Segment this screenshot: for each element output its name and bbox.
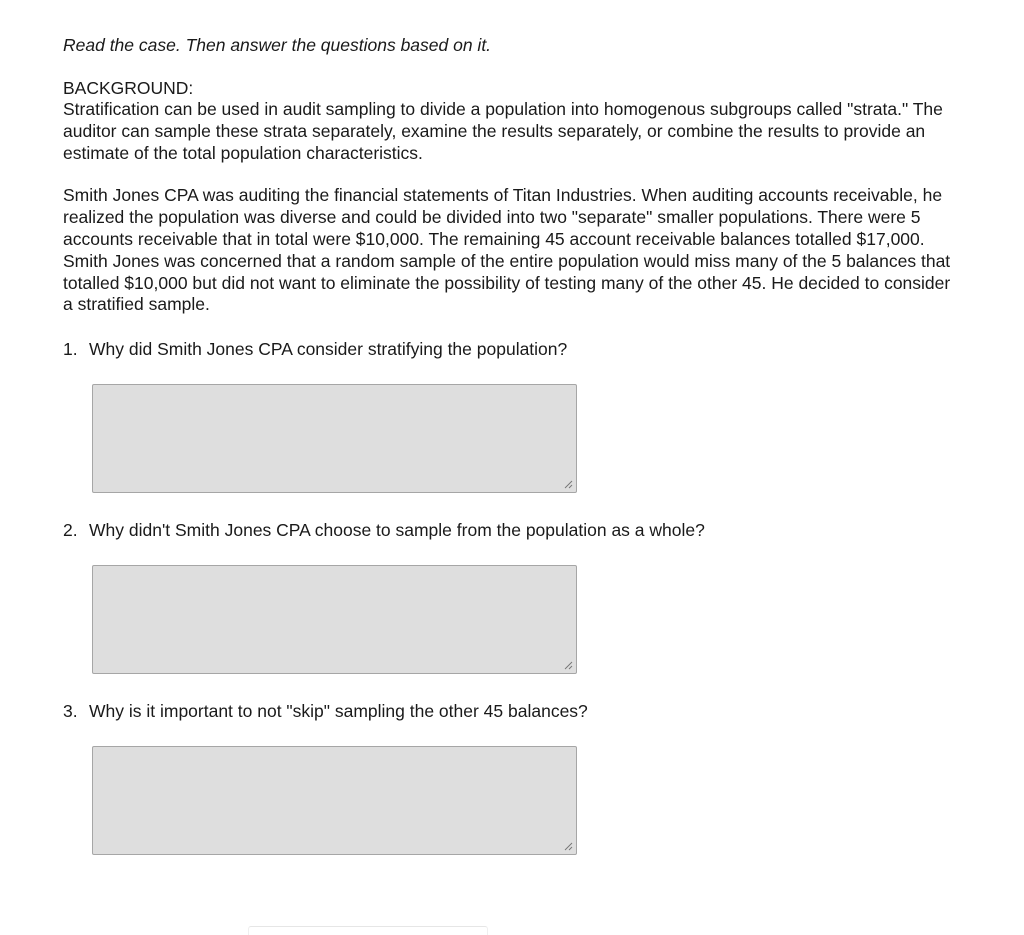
question-number: 3. xyxy=(63,701,78,722)
question-1 xyxy=(63,338,963,360)
question-text: Why is it important to not "skip" sampling the other 45 balances? xyxy=(89,701,588,722)
instructions: Read the case. Then answer the questions based on it. xyxy=(63,35,492,55)
question-number: 2. xyxy=(63,520,78,541)
resize-handle-icon[interactable] xyxy=(564,661,573,670)
question-2 xyxy=(63,519,963,541)
answer-2-textarea[interactable] xyxy=(92,565,577,674)
question-3 xyxy=(63,700,963,722)
background-heading: BACKGROUND: xyxy=(63,78,194,98)
answer-3-textarea[interactable] xyxy=(92,746,577,855)
question-text: Why didn't Smith Jones CPA choose to sample from the population as a whole? xyxy=(89,520,705,541)
question-text: Why did Smith Jones CPA consider stratifying the population? xyxy=(89,339,568,360)
case-content xyxy=(63,34,963,855)
question-number: 1. xyxy=(63,339,78,360)
cut-off-panel-edge xyxy=(248,926,488,935)
answer-1-textarea[interactable] xyxy=(92,384,577,493)
background-paragraph: Stratification can be used in audit sampling to divide a population into homogenous subgroups called "strata." The auditor can sample these strata separately, examine the results separately, or combine the results to provide an estimate of the total population characteristics. xyxy=(63,99,943,163)
resize-handle-icon[interactable] xyxy=(564,480,573,489)
resize-handle-icon[interactable] xyxy=(564,842,573,851)
case-paragraph: Smith Jones CPA was auditing the financial statements of Titan Industries. When auditing accounts receivable, he realized the population was diverse and could be divided into two "separate" smaller populations. There were 5 accounts receivable that in total were $10,000. The remaining 45 account receivable balances totalled $17,000. Smith Jones was concerned that a random sample of the entire population would miss many of the 5 balances that totalled $10,000 but did not want to eliminate the possibility of testing many of the other 45. He decided to consider a stratified sample. xyxy=(63,185,951,315)
